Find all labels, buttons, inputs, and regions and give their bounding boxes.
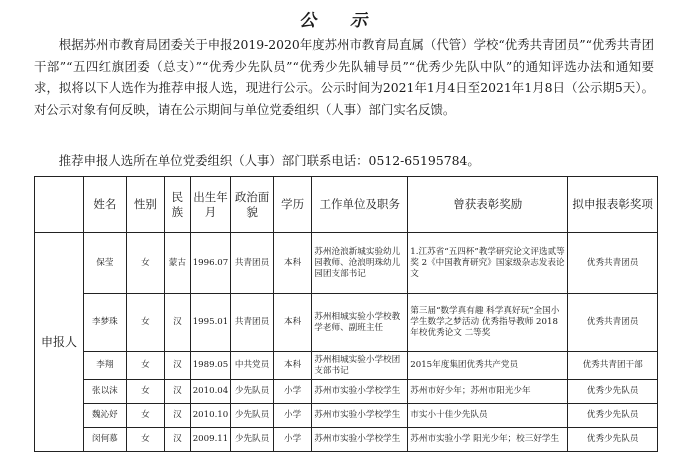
cell-proposed: 优秀共青团员 [568,233,658,294]
header-cell: 曾获表彰奖励 [408,177,568,233]
cell-birth: 1995.01 [190,294,231,352]
cell-gender: 女 [126,404,164,428]
cell-awards: 第三届“数学真有趣 科学真好玩”全国小学生数学之梦活动 优秀指导教师 2018年校优秀论文 二等奖 [408,294,568,352]
header-cell: 性别 [126,177,164,233]
cell-proposed: 优秀少先队员 [568,380,658,404]
row-label-header [35,177,84,233]
cell-education: 本科 [273,294,311,352]
cell-unit: 苏州市实验小学校学生 [312,404,408,428]
cell-name: 李翔 [84,352,127,380]
cell-awards: 1.江苏省“五四杯”教学研究论文评选贰等奖 2《中国教育研究》国家级杂志发表论文 [408,233,568,294]
cell-unit: 苏州市实验小学校学生 [312,428,408,452]
table-row [35,233,658,294]
cell-ethnicity: 汉 [165,404,191,428]
cell-ethnicity: 汉 [165,352,191,380]
contact-text: 推荐申报人选所在单位党委组织（人事）部门联系电话：0512-65195784。 [58,153,480,168]
cell-ethnicity: 蒙古 [165,233,191,294]
cell-name: 李梦珠 [84,294,127,352]
table-row [35,352,658,380]
cell-education: 小学 [273,428,311,452]
header-cell: 工作单位及职务 [312,177,408,233]
cell-ethnicity: 汉 [165,428,191,452]
contact-paragraph [34,150,654,172]
row-label: 申报人 [35,233,84,452]
cell-name: 魏沁妤 [84,404,127,428]
notice-text: 根据苏州市教育局团委关于申报2019-2020年度苏州市教育局直属（代管）学校“优秀共青团员”“优秀共青团干部”“五四红旗团委（总支）”“优秀少先队员”“优秀少先队辅导员”“优秀少先队中队”的通知评选办法和通知要求，拟将以下人选作为推荐申报人选，现进行公示。公示时间为2021年1月4日至2021年1月8日（公示期5天）。对公示对象有何反映，请在公示期间与单位党委组织（人事）部门实名反馈。 [34,37,654,117]
header-cell: 拟申报表彰奖项 [568,177,658,233]
cell-birth: 2010.04 [190,380,231,404]
table-header [35,177,658,233]
cell-political: 共青团员 [231,294,274,352]
cell-awards: 苏州市实验小学 阳光少年；校三好学生 [408,428,568,452]
cell-name: 张以沫 [84,380,127,404]
notice-paragraph [34,34,654,120]
cell-political: 共青团员 [231,233,274,294]
cell-proposed: 优秀共青团干部 [568,352,658,380]
cell-proposed: 优秀少先队员 [568,428,658,452]
header-cell: 政治面貌 [231,177,274,233]
cell-political: 少先队员 [231,380,274,404]
cell-gender: 女 [126,428,164,452]
header-cell: 姓名 [84,177,127,233]
cell-awards: 苏州市好少年；苏州市阳光少年 [408,380,568,404]
header-cell: 出生年月 [190,177,231,233]
cell-unit: 苏州沧浪新城实验幼儿园教师、沧浪明珠幼儿园团支部书记 [312,233,408,294]
table-row [35,404,658,428]
cell-unit: 苏州相城实验小学校团支部书记 [312,352,408,380]
cell-birth: 1989.05 [190,352,231,380]
cell-unit: 苏州市实验小学校学生 [312,380,408,404]
cell-political: 少先队员 [231,428,274,452]
cell-birth: 2009.11 [190,428,231,452]
cell-gender: 女 [126,352,164,380]
cell-proposed: 优秀少先队员 [568,404,658,428]
cell-unit: 苏州相城实验小学校教学老师、副班主任 [312,294,408,352]
cell-proposed: 优秀共青团员 [568,294,658,352]
cell-awards: 2015年度集团优秀共产党员 [408,352,568,380]
cell-name: 保莹 [84,233,127,294]
cell-birth: 1996.07 [190,233,231,294]
cell-education: 小学 [273,404,311,428]
table-row [35,380,658,404]
cell-education: 本科 [273,352,311,380]
cell-education: 本科 [273,233,311,294]
header-cell: 民族 [165,177,191,233]
cell-ethnicity: 汉 [165,294,191,352]
cell-education: 小学 [273,380,311,404]
cell-birth: 2010.10 [190,404,231,428]
cell-awards: 市实小十佳少先队员 [408,404,568,428]
header-cell: 学历 [273,177,311,233]
cell-gender: 女 [126,294,164,352]
cell-ethnicity: 汉 [165,380,191,404]
table-row [35,428,658,452]
nominee-table [34,176,658,452]
cell-gender: 女 [126,380,164,404]
cell-political: 少先队员 [231,404,274,428]
cell-name: 闵何慕 [84,428,127,452]
page-title: 公 示 [299,11,381,31]
cell-political: 中共党员 [231,352,274,380]
table-row [35,294,658,352]
cell-gender: 女 [126,233,164,294]
